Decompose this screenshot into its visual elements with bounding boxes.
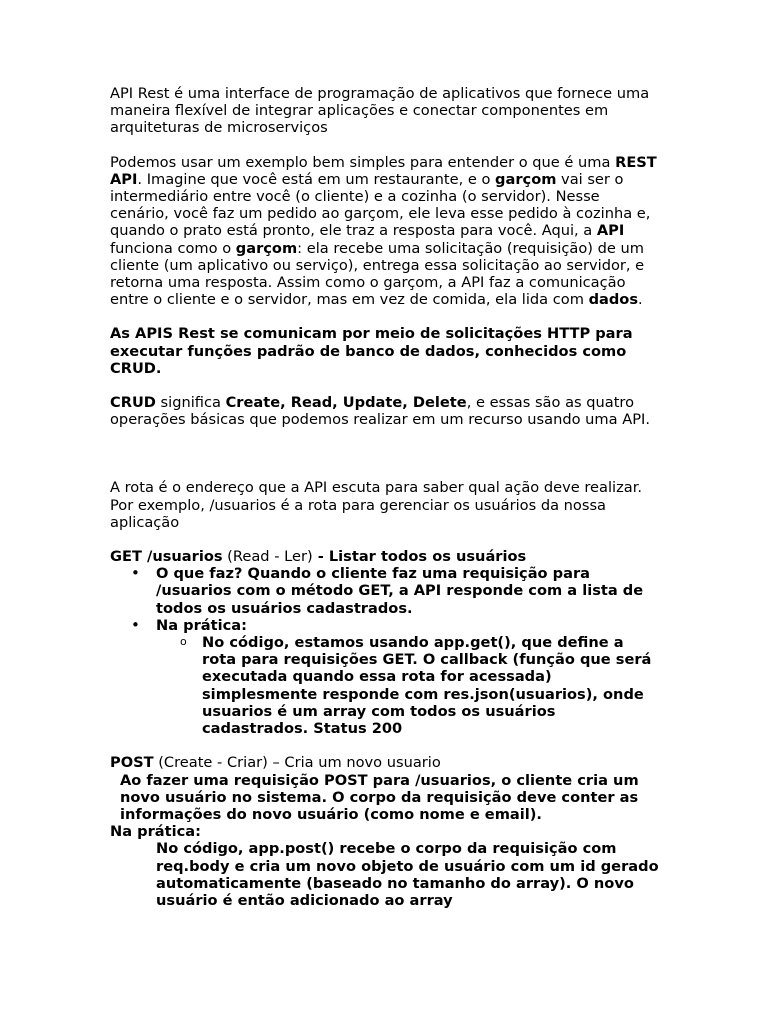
intro-paragraph: API Rest é uma interface de programação de aplicativos que fornece uma maneira flexível de integrar aplicações e conectar componentes em arquiteturas de microserviços <box>110 85 650 137</box>
list-item: o No código, estamos usando app.get(), que define a rota para requisições GET. O callback (função que será executada quando essa rota for acessada) simplesmente responde com res.json(usuarios), onde usuarios é um array com todos os usuários cadastrados. Status 200 <box>110 634 660 737</box>
post-heading: POST (Create - Criar) – Cria um novo usuario <box>110 754 441 772</box>
list-item: • Na prática: <box>110 617 660 634</box>
get-heading: GET /usuarios (Read - Ler) - Listar todos os usuários <box>110 548 527 566</box>
post-practice-text: No código, app.post() recebe o corpo da requisição com req.body e cria um novo objeto de usuário com um id gerado automaticamente (baseado no tamanho do array). O novo usuário é então adicionado ao array <box>156 840 659 909</box>
route-paragraph: A rota é o endereço que a API escuta para saber qual ação deve realizar. Por exemplo, /usuarios é a rota para gerenciar os usuários da nossa aplicação <box>110 479 642 531</box>
spacer <box>110 737 660 754</box>
spacer <box>110 531 660 548</box>
crud-definition-paragraph: CRUD significa Create, Read, Update, Delete, e essas são as quatro operações básicas que podemos realizar em um recurso usando uma API. <box>110 394 650 429</box>
get-sub-bullet-list <box>110 634 660 737</box>
list-item: • O que faz? Quando o cliente faz uma requisição para /usuarios com o método GET, a API responde com a lista de todos os usuários cadastrados. <box>110 565 660 617</box>
spacer <box>110 308 660 325</box>
post-description: Ao fazer uma requisição POST para /usuarios, o cliente cria um novo usuário no sistema. O corpo da requisição deve conter as informações do novo usuário (como nome e email). <box>120 771 639 823</box>
post-practice-label: Na prática: <box>110 823 201 841</box>
get-bullet-list <box>110 565 660 634</box>
restaurant-analogy-paragraph: Podemos usar um exemplo bem simples para entender o que é uma REST API. Imagine que você está em um restaurante, e o garçom vai ser o intermediário entre você (o cliente) e a cozinha (o servidor). Nesse cenário, você faz um pedido ao garçom, ele leva esse pedido à cozinha e, quando o prato está pronto, ele traz a resposta para você. Aqui, a API funciona como o garçom: ela recebe uma solicitação (requisição) de um cliente (um aplicativo ou serviço), entrega essa solicitação ao servidor, e retorna uma resposta. Assim como o garçom, a API faz a comunicação entre o cliente e o servidor, mas em vez de comida, ela lida com dados. <box>110 153 657 309</box>
spacer <box>110 377 660 394</box>
document-body <box>110 85 660 909</box>
http-crud-paragraph: As APIS Rest se comunicam por meio de solicitações HTTP para executar funções padrão de banco de dados, conhecidos como CRUD. <box>110 325 633 377</box>
spacer <box>110 137 660 154</box>
spacer <box>110 428 660 479</box>
